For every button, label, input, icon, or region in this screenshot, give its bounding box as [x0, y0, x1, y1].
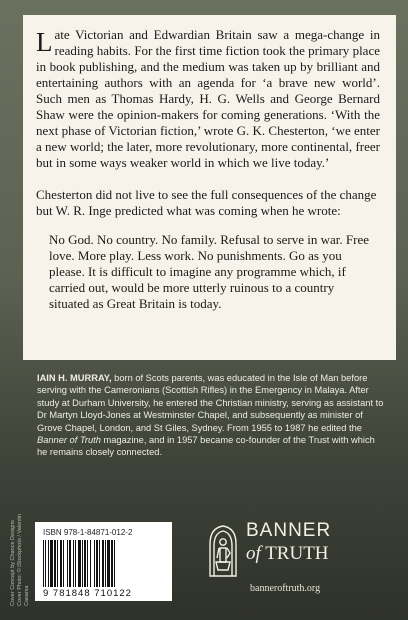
- barcode-bars: [43, 540, 161, 587]
- bio-text-1: born of Scots parents, was educated in the Isle of Man before serving with the Cameronians (Scottish Rifles) in the Emergency in Malaya. After study at Durham University, he entered the Christian ministry, serving as assistant to Dr Martyn Lloyd-Jones at Westminster Chapel, and subsequently as minister of Grove Chapel, London, and St Giles, Sydney. From 1955 to 1987 he edited the: [37, 373, 384, 433]
- publisher-of: of: [246, 543, 261, 564]
- drop-cap: L: [36, 27, 53, 57]
- publisher-logo: [204, 518, 344, 602]
- publisher-name-line-2: [246, 543, 329, 565]
- preacher-pulpit-icon: [204, 522, 242, 578]
- blurb-panel: [23, 15, 396, 360]
- magazine-title: Banner of Truth: [37, 435, 101, 446]
- blurb-paragraph-1-text: ate Victorian and Edwardian Britain saw a mega-change in reading habits. For the first time fiction took the primary place in book publishing, and the medium was taken up by brilliant and entertaining authors with an agenda for ‘a brave new world’. Such men as Thomas Hardy, H. G. Wells and George Bernard Shaw were the opinion-makers for coming generations. ‘With the next phase of Victorian fiction,’ wrote G. K. Chesterton, ‘we enter a new world; the later, more revolutionary, more continental, freer but in some ways weaker world in which we live today.’: [36, 27, 380, 170]
- isbn-barcode: [35, 522, 172, 601]
- blurb-paragraph-1: [36, 27, 380, 171]
- barcode-stripe: [115, 540, 116, 587]
- credit-design: Cover Concept by Chance Designs: [10, 520, 16, 606]
- inge-quote: No God. No country. No family. Refusal to serve in war. Free love. More play. Less work. No punishments. Go as you please. It is difficult to imagine any programme which, if carried out, would be more utterly ruinous to a country situated as Great Britain is today.: [49, 232, 369, 311]
- cover-credits: [10, 506, 31, 606]
- isbn-label: ISBN 978-1-84871-012-2: [43, 528, 133, 537]
- blurb-paragraph-2: Chesterton did not live to see the full consequences of the change but W. R. Inge predicted what was coming when he wrote:: [36, 187, 377, 218]
- publisher-truth: TRUTH: [260, 543, 329, 564]
- author-bio: [23, 372, 396, 459]
- publisher-website[interactable]: banneroftruth.org: [250, 583, 321, 594]
- credit-photo: Cover Photo: © iStockphoto / Valentin Casarsa: [17, 513, 30, 606]
- bio-text-2: magazine, and in 1957 became co-founder of the Trust with which he remains closely connected.: [37, 435, 375, 458]
- publisher-name-line-1: BANNER: [246, 520, 332, 541]
- barcode-digits: 9 781848 710122: [43, 588, 132, 599]
- author-name: IAIN H. MURRAY,: [37, 373, 112, 383]
